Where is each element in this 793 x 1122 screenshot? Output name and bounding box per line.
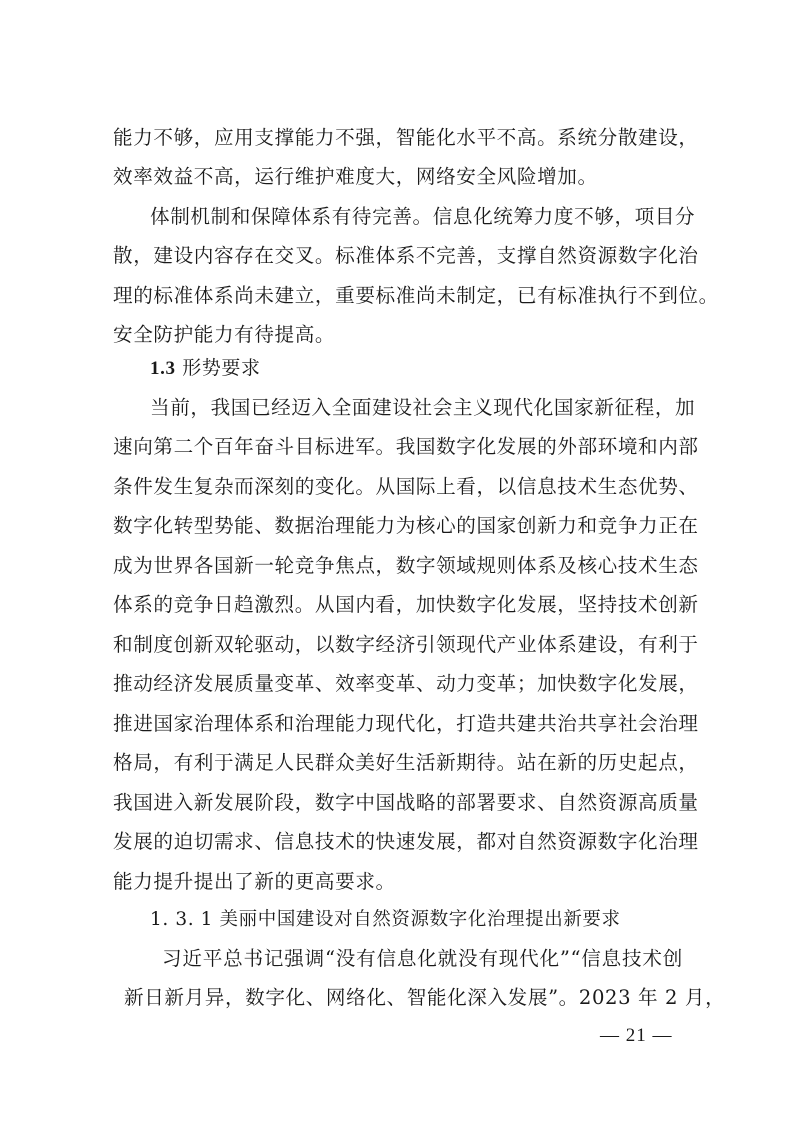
section-heading bbox=[150, 354, 720, 382]
paragraph-line: 条件发生复杂而深刻的变化。从国际上看，以信息技术生态优势、 bbox=[113, 475, 699, 498]
paragraph-line: 推进国家治理体系和治理能力现代化，打造共建共治共享社会治理 bbox=[113, 712, 699, 735]
paragraph-line: 成为世界各国新一轮竞争焦点，数字领域规则体系及核心技术生态 bbox=[113, 554, 699, 577]
paragraph-line: 效率效益不高，运行维护难度大，网络安全风险增加。 bbox=[113, 165, 598, 188]
paragraph-line: 习近平总书记强调“没有信息化就没有现代化”“信息技术创 bbox=[162, 947, 683, 970]
paragraph-line: 散，建设内容存在交叉。标准体系不完善，支撑自然资源数字化治 bbox=[113, 244, 699, 267]
paragraph-line: 发展的迫切需求、信息技术的快速发展，都对自然资源数字化治理 bbox=[113, 830, 699, 853]
subsection-heading: 1. 3. 1 美丽中国建设对自然资源数字化治理提出新要求 bbox=[150, 909, 621, 930]
paragraph-line: 速向第二个百年奋斗目标进军。我国数字化发展的外部环境和内部 bbox=[113, 435, 699, 458]
section-number: 1.3 bbox=[150, 358, 176, 379]
page-number: — 21 — bbox=[600, 1025, 673, 1046]
paragraph-line: 安全防护能力有待提高。 bbox=[113, 323, 336, 346]
paragraph-line: 理的标准体系尚未建立，重要标准尚未制定，已有标准执行不到位。 bbox=[113, 284, 719, 307]
paragraph-line: 能力不够，应用支撑能力不强，智能化水平不高。系统分散建设， bbox=[113, 126, 699, 149]
paragraph-line: 数字化转型势能、数据治理能力为核心的国家创新力和竞争力正在 bbox=[113, 514, 699, 537]
paragraph-line: 和制度创新双轮驱动，以数字经济引领现代产业体系建设，有利于 bbox=[113, 633, 699, 656]
paragraph-line: 推动经济发展质量变革、效率变革、动力变革；加快数字化发展， bbox=[113, 672, 699, 695]
paragraph-line: 能力提升提出了新的更高要求。 bbox=[113, 870, 396, 893]
paragraph-line: 我国进入新发展阶段，数字中国战略的部署要求、自然资源高质量 bbox=[113, 791, 699, 814]
paragraph-line: 格局，有利于满足人民群众美好生活新期待。站在新的历史起点， bbox=[113, 751, 699, 774]
paragraph-line: 新日新月异，数字化、网络化、智能化深入发展”。2023 年 2 月， bbox=[124, 986, 726, 1009]
section-title: 形势要求 bbox=[182, 357, 261, 379]
paragraph-line: 当前，我国已经迈入全面建设社会主义现代化国家新征程，加 bbox=[150, 396, 696, 419]
paragraph-line: 体制机制和保障体系有待完善。信息化统筹力度不够，项目分 bbox=[150, 205, 696, 228]
paragraph-line: 体系的竞争日趋激烈。从国内看，加快数字化发展，坚持技术创新 bbox=[113, 593, 699, 616]
